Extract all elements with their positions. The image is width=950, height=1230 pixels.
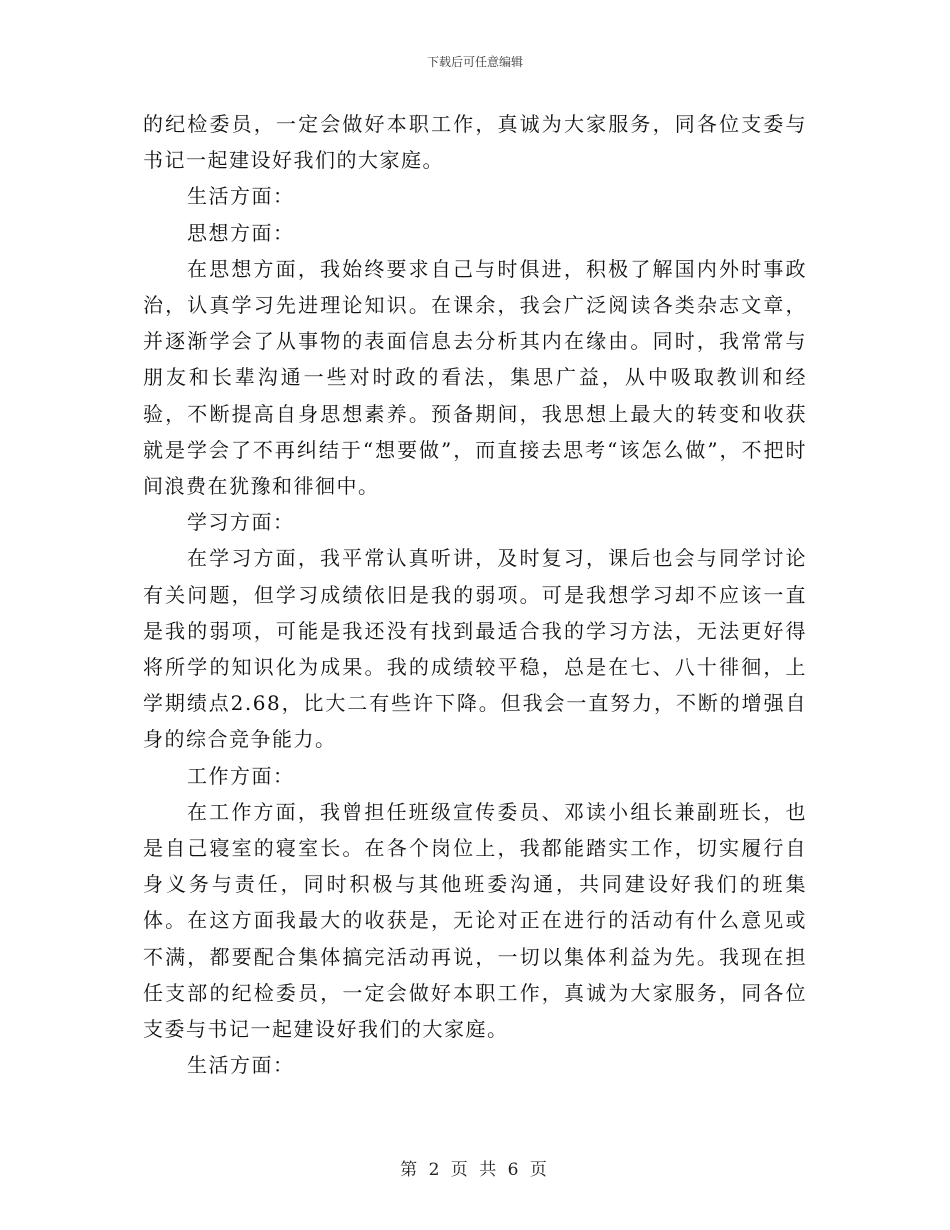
section-heading-life: 生活方面： [187,1053,295,1078]
document-body [143,106,807,1083]
header-note: 下载后可任意编辑 [426,55,523,69]
section-heading-study: 学习方面： [187,510,295,535]
paragraph: 在工作方面，我曾担任班级宣传委员、邓读小组长兼副班长，也是自己寝室的寝室长。在各个岗位上，我都能踏实工作，切实履行自身义务与责任，同时积极与其他班委沟通，共同建设好我们的班集体。在这方面我最大的收获是，无论对正在进行的活动有什么意见或不满，都要配合集体搞完活动再说，一切以集体利益为先。我现在担任支部的纪检委员，一定会做好本职工作，真诚为大家服务，同各位支委与书记一起建设好我们的大家庭。 [143,799,807,1042]
paragraph: 在思想方面，我始终要求自己与时俱进，积极了解国内外时事政治，认真学习先进理论知识。在课余，我会广泛阅读各类杂志文章，并逐渐学会了从事物的表面信息去分析其内在缘由。同时，我常常与朋友和长辈沟通一些对时政的看法，集思广益，从中吸取教训和经验，不断提高自身思想素养。预备期间，我思想上最大的转变和收获就是学会了不再纠结于“想要做”，而直接去思考“该怎么做”，不把时间浪费在犹豫和徘徊中。 [143,256,807,499]
section-heading-life: 生活方面： [187,184,295,209]
section-heading-thought: 思想方面： [187,220,295,245]
paragraph: 的纪检委员，一定会做好本职工作，真诚为大家服务，同各位支委与书记一起建设好我们的大家庭。 [143,112,807,173]
page-number: 第 2 页 共 6 页 [400,1160,550,1180]
paragraph: 在学习方面，我平常认真听讲，及时复习，课后也会与同学讨论有关问题，但学习成绩依旧是我的弱项。可是我想学习却不应该一直是我的弱项，可能是我还没有找到最适合我的学习方法，无法更好得将所学的知识化为成果。我的成绩较平稳，总是在七、八十徘徊，上学期绩点2.68，比大二有些许下降。但我会一直努力，不断的增强自身的综合竞争能力。 [143,546,807,752]
section-heading-work: 工作方面： [187,763,295,788]
